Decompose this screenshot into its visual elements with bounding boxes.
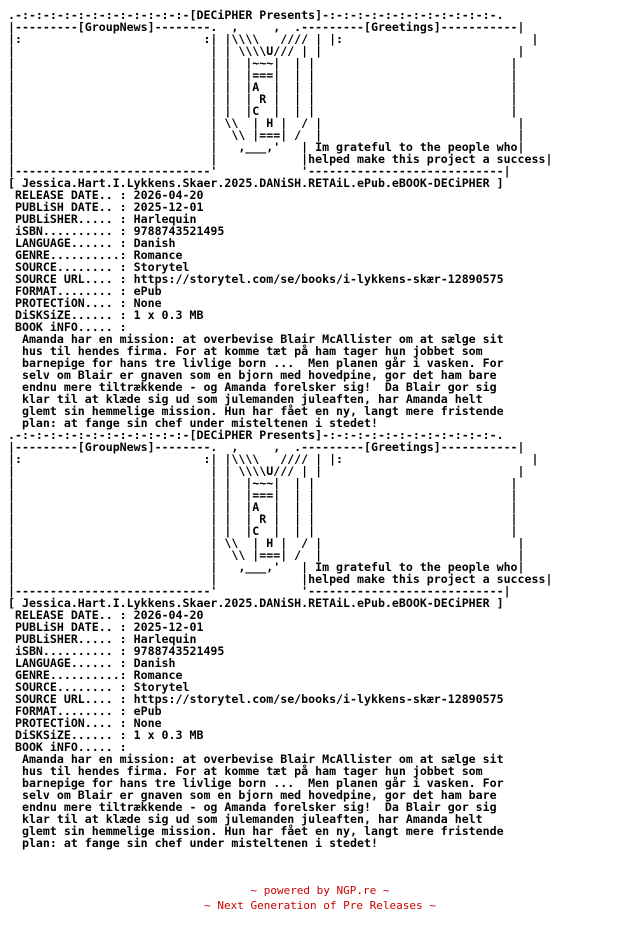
nfo-block-1: .-:-:-:-:-:-:-:-:-:-:-:-:-[DECiPHER Presents]-:-:-:-:-:-:-:-:-:-:-:-:-. |---------[GroupNews]--------. , , .---------[Greetings]-----------| |: :| |\\\\ //// | |: | | | | \\\\U/// | | | | | | |~~~| | | | | | | |===| | | | | | | |A | | | | | | | | R | | | | | | | |C | | | | | | \\ | H | / | | | | \\ |===| / | | | | ,___,' | Im grateful to the people who| | | |helped make this project a success| |----------------------------' '----------------------------| [ Jessica.Hart.I.Lykkens.Skaer.2025.DANiSH.RETAiL.ePub.eBOOK-DECiPHER ] RELEASE DATE.. : 2026-04-20 PUBLiSH DATE.. : 2025-12-01 PUBLiSHER..... : Harlequin iSBN.......... : 9788743521495 LANGUAGE...... : Danish GENRE..........: Romance SOURCE........ : Storytel SOURCE URL.... : https://storytel.com/se/books/i-lykkens-skær-12890575 FORMAT........ : ePub PROTECTiON.... : None DiSKSiZE...... : 1 x 0.3 MB BOOK iNFO..... : Amanda har en mission: at overbevise Blair McAllister om at sælge sit hus til hendes firma. For at komme tæt på ham tager hun jobbet som barnepige for hans tre livlige born ... Men planen går i vasken. For selv om Blair er gnaven som en bjorn med hovedpine, gor det ham bare endnu mere tiltrækkende - og Amanda forelsker sig! Da Blair gor sig klar til at klæde sig ud som julemanden juleaften, har Amanda helt glemt sin hemmelige mission. Hun har fået en ny, langt mere fristende plan: at fange sin chef under misteltenen i stedet!	[8, 8, 553, 430]
nfo-block-2: .-:-:-:-:-:-:-:-:-:-:-:-:-[DECiPHER Presents]-:-:-:-:-:-:-:-:-:-:-:-:-. |---------[GroupNews]--------. , , .---------[Greetings]-----------| |: :| |\\\\ //// | |: | | | | \\\\U/// | | | | | | |~~~| | | | | | | |===| | | | | | | |A | | | | | | | | R | | | | | | | |C | | | | | | \\ | H | / | | | | \\ |===| / | | | | ,___,' | Im grateful to the people who| | | |helped make this project a success| |----------------------------' '----------------------------| [ Jessica.Hart.I.Lykkens.Skaer.2025.DANiSH.RETAiL.ePub.eBOOK-DECiPHER ] RELEASE DATE.. : 2026-04-20 PUBLiSH DATE.. : 2025-12-01 PUBLiSHER..... : Harlequin iSBN.......... : 9788743521495 LANGUAGE...... : Danish GENRE..........: Romance SOURCE........ : Storytel SOURCE URL.... : https://storytel.com/se/books/i-lykkens-skær-12890575 FORMAT........ : ePub PROTECTiON.... : None DiSKSiZE...... : 1 x 0.3 MB BOOK iNFO..... : Amanda har en mission: at overbevise Blair McAllister om at sælge sit hus til hendes firma. For at komme tæt på ham tager hun jobbet som barnepige for hans tre livlige born ... Men planen går i vasken. For selv om Blair er gnaven som en bjorn med hovedpine, gor det ham bare endnu mere tiltrækkende - og Amanda forelsker sig! Da Blair gor sig klar til at klæde sig ud som julemanden juleaften, har Amanda helt glemt sin hemmelige mission. Hun har fået en ny, langt mere fristende plan: at fange sin chef under misteltenen i stedet!	[8, 428, 553, 850]
nfo-text	[8, 9, 552, 849]
footer-tagline: ~ Next Generation of Pre Releases ~	[204, 899, 436, 912]
footer-powered-by: ~ powered by NGP.re ~	[250, 884, 390, 897]
